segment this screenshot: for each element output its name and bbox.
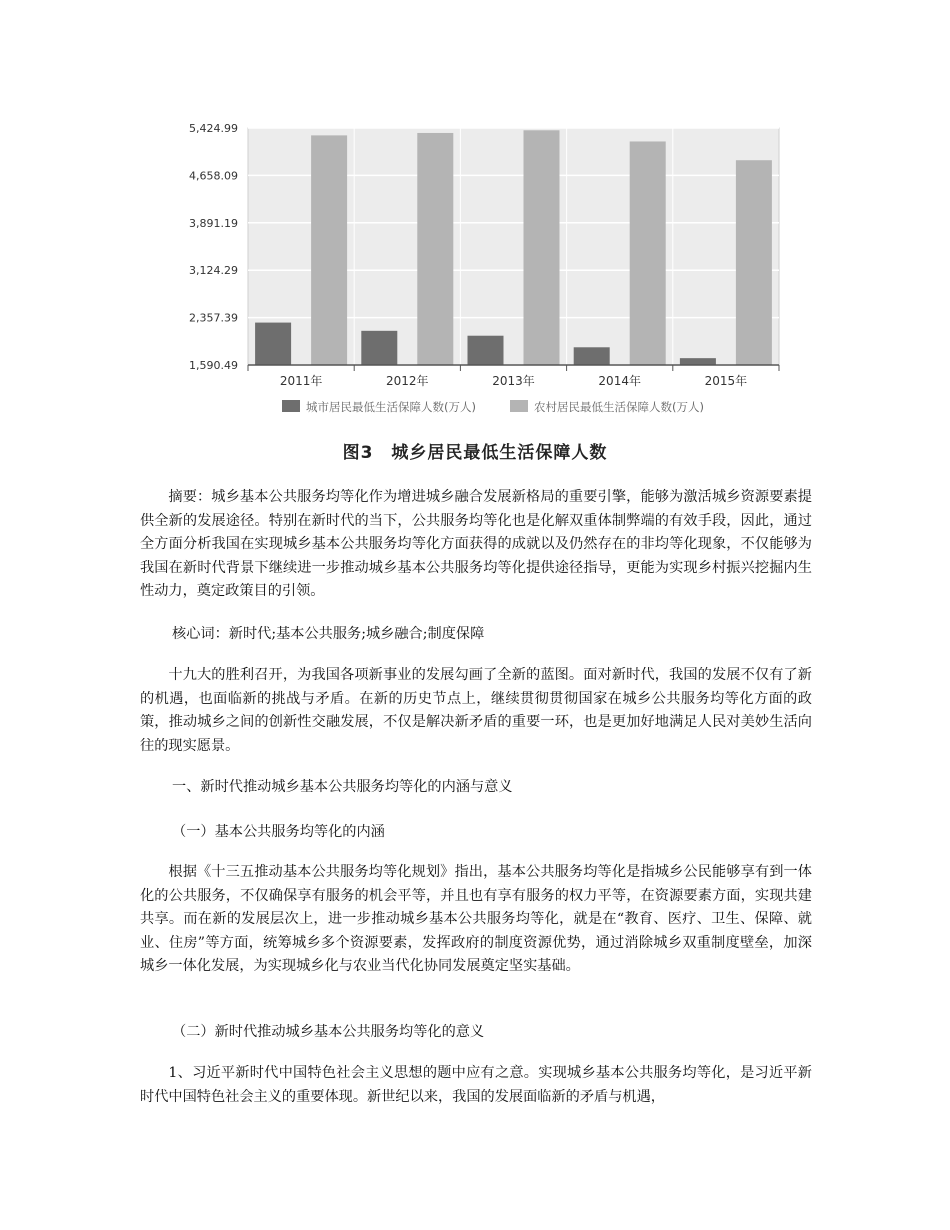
bar-chart: [170, 108, 790, 438]
meaning-paragraph: 根据《十三五推动基本公共服务均等化规划》指出，基本公共服务均等化是指城乡公民能够享有到一体化的公共服务，不仅确保享有服务的机会平等，并且也有享有服务的权力平等，在资源要素方面，实现共建共享。而在新的发展层次上，进一步推动城乡基本公共服务均等化，就是在“教育、医疗、卫生、保障、就业、住房”等方面，统筹城乡多个资源要素，发挥政府的制度资源优势，通过消除城乡双重制度壁垒，加深城乡一体化发展，为实现城乡化与农业当代化协同发展奠定坚实基础。: [140, 864, 812, 974]
chart-svg: [170, 108, 790, 438]
intro-paragraph: 十九大的胜利召开，为我国各项新事业的发展勾画了全新的蓝图。面对新时代，我国的发展不仅有了新的机遇，也面临新的挑战与矛盾。在新的历史节点上，继续贯彻贯彻国家在城乡公共服务均等化方面的政策，推动城乡之间的创新性交融发展，不仅是解决新矛盾的重要一环，也是更加好地满足人民对美妙生活向往的现实愿景。: [140, 667, 812, 754]
legend-label: 城市居民最低生活保障人数(万人): [306, 400, 476, 414]
bar-series-2: [417, 133, 453, 365]
y-tick-label: 2,357.39: [189, 311, 238, 325]
subsection-heading-1: （一）基本公共服务均等化的内涵: [172, 824, 385, 840]
bar-series-1: [468, 336, 504, 365]
subsection-heading-2: （二）新时代推动城乡基本公共服务均等化的意义: [172, 1024, 485, 1040]
bar-series-1: [680, 358, 716, 365]
y-tick-label: 3,124.29: [189, 264, 238, 278]
bar-series-2: [736, 160, 772, 365]
legend-label: 农村居民最低生活保障人数(万人): [534, 400, 704, 414]
x-tick-label: 2013年: [492, 374, 535, 388]
bar-series-1: [361, 331, 397, 365]
section-heading-1: 一、新时代推动城乡基本公共服务均等化的内涵与意义: [172, 779, 513, 795]
y-tick-label: 3,891.19: [189, 216, 238, 230]
bar-series-2: [630, 141, 666, 365]
legend-swatch: [282, 400, 300, 412]
y-tick-label: 4,658.09: [189, 169, 238, 183]
y-tick-label: 5,424.99: [189, 122, 238, 135]
bar-series-1: [574, 347, 610, 365]
keywords-line: 核心词：新时代;基本公共服务;城乡融合;制度保障: [172, 626, 485, 642]
legend-swatch: [510, 400, 528, 412]
bar-series-2: [524, 130, 560, 365]
x-tick-label: 2015年: [704, 374, 748, 388]
figure-caption: 图3 城乡居民最低生活保障人数: [342, 443, 608, 463]
x-tick-label: 2014年: [598, 374, 641, 388]
bar-series-2: [311, 135, 347, 365]
significance-paragraph: 1、习近平新时代中国特色社会主义思想的题中应有之意。实现城乡基本公共服务均等化，是习近平新时代中国特色社会主义的重要体现。新世纪以来，我国的发展面临新的矛盾与机遇，: [140, 1065, 812, 1105]
y-tick-label: 1,590.49: [189, 359, 238, 372]
bar-series-1: [255, 323, 291, 365]
x-tick-label: 2012年: [386, 374, 429, 388]
abstract-paragraph: 摘要：城乡基本公共服务均等化作为增进城乡融合发展新格局的重要引擎，能够为激活城乡资源要素提供全新的发展途径。特别在新时代的当下，公共服务均等化也是化解双重体制弊端的有效手段，因此，通过全方面分析我国在实现城乡基本公共服务均等化方面获得的成就以及仍然存在的非均等化现象，不仅能够为我国在新时代背景下继续进一步推动城乡基本公共服务均等化提供途径指导，更能为实现乡村振兴挖掘内生性动力，奠定政策目的引领。: [140, 489, 812, 599]
x-tick-label: 2011年: [279, 374, 323, 388]
